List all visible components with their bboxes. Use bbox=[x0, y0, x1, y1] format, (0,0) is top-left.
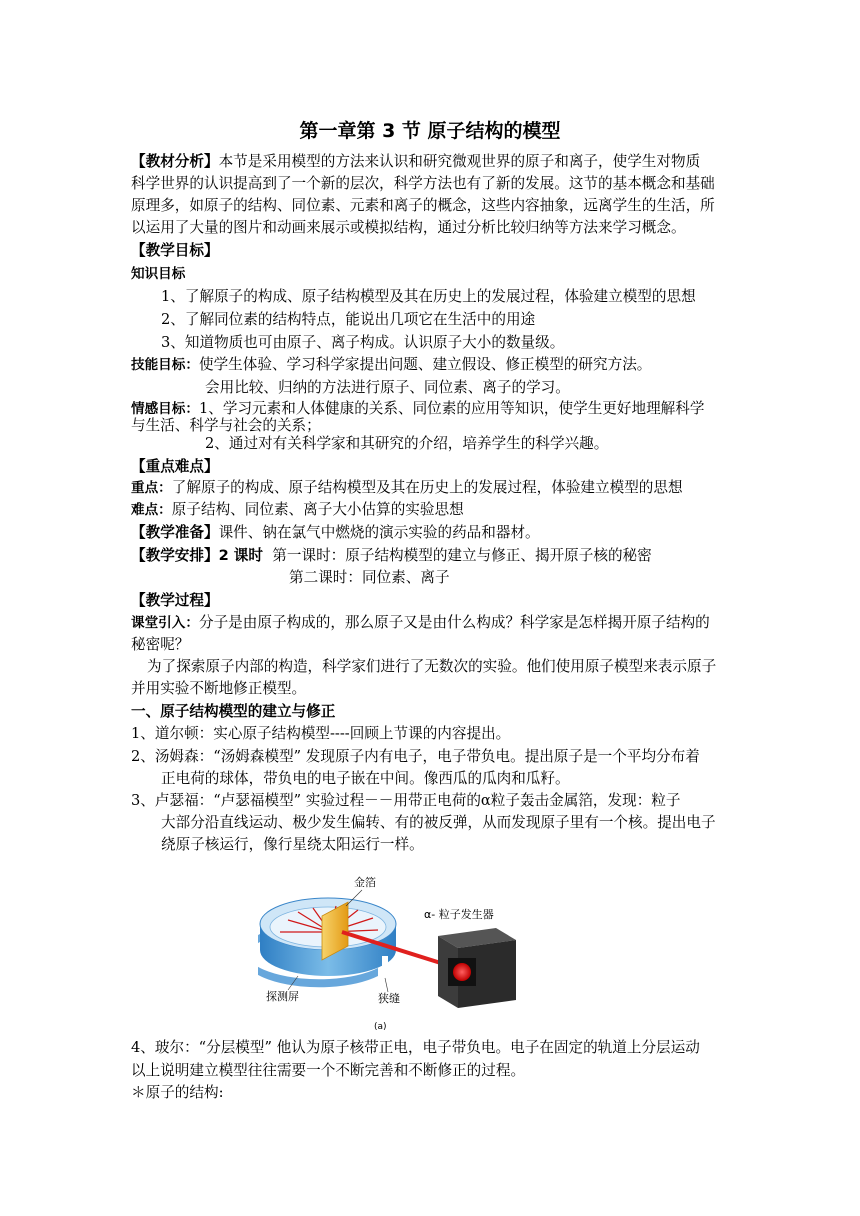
intro-text: 分子是由原子构成的，那么原子又是由什么构成？科学家是怎样揭开原子结构的 bbox=[198, 614, 710, 631]
preparation-label: 【教学准备】 bbox=[131, 524, 219, 541]
analysis-line-1 bbox=[131, 151, 700, 173]
conclusion: 以上说明建立模型往往需要一个不断完善和不断修正的过程。 bbox=[131, 1062, 526, 1079]
preparation-line bbox=[131, 522, 540, 544]
item-4: 4、玻尔：“分层模型” 他认为原子核带正电，电子带负电。电子在固定的轨道上分层运动 bbox=[131, 1039, 700, 1056]
focus-text: 了解原子的构成、原子结构模型及其在历史上的发展过程，体验建立模型的思想 bbox=[171, 479, 683, 496]
emotion-line-3: 2、通过对有关科学家和其研究的介绍，培养学生的科学兴趣。 bbox=[205, 435, 609, 452]
page-title: 第一章第 3 节 原子结构的模型 bbox=[299, 120, 561, 142]
schedule-line-1 bbox=[131, 545, 652, 567]
difficulty-label: 难点： bbox=[131, 502, 172, 518]
knowledge-label: 知识目标 bbox=[131, 266, 186, 282]
preparation-text: 课件、钠在氯气中燃烧的演示实验的药品和器材。 bbox=[218, 524, 540, 541]
para-line-1: 为了探索原子内部的构造，科学家们进行了无数次的实验。他们使用原子模型来表示原子 bbox=[147, 658, 717, 675]
skill-text: 使学生体验、学习科学家提出问题、建立假设、修正模型的研究方法。 bbox=[198, 356, 652, 373]
objectives-heading: 【教学目标】 bbox=[131, 242, 219, 259]
alpha-source-box bbox=[438, 928, 516, 1008]
figure-caption: (a) bbox=[374, 1022, 387, 1032]
structure-heading: ＊原子的结构: bbox=[131, 1084, 224, 1101]
rutherford-experiment-figure bbox=[258, 872, 618, 1034]
analysis-label: 【教材分析】 bbox=[131, 153, 219, 170]
analysis-line-4: 以运用了大量的图片和动画来展示或模拟结构，通过分析比较归纳等方法来学习概念。 bbox=[131, 219, 686, 236]
item-3-line-2: 大部分沿直线运动、极少发生偏转、有的被反弹，从而发现原子里有一个核。提出电子 bbox=[161, 814, 716, 831]
intro-line-1 bbox=[131, 612, 710, 634]
difficulty-line bbox=[131, 499, 464, 521]
focus-line bbox=[131, 477, 683, 499]
slit-gap bbox=[382, 956, 388, 978]
label-slit: 狭缝 bbox=[378, 992, 400, 1005]
analysis-line-2: 科学世界的认识提高到了一个新的层次，科学方法也有了新的发展。这节的基本概念和基础 bbox=[131, 175, 715, 192]
section-1-heading: 一、原子结构模型的建立与修正 bbox=[131, 703, 336, 720]
label-screen: 探测屏 bbox=[266, 990, 299, 1003]
process-heading: 【教学过程】 bbox=[131, 592, 219, 609]
item-1: 1、道尔顿：实心原子结构模型----回顾上节课的内容提出。 bbox=[131, 725, 511, 742]
focus-label: 重点： bbox=[131, 480, 172, 496]
emotion-label: 情感目标： bbox=[131, 401, 199, 417]
item-3-line-3: 绕原子核运行，像行星绕太阳运行一样。 bbox=[161, 836, 424, 853]
difficulty-text: 原子结构、同位素、离子大小估算的实验思想 bbox=[171, 501, 464, 518]
item-3-line-1: 3、卢瑟福：“卢瑟福模型” 实验过程－－用带正电荷的α粒子轰击金属箔，发现：粒子 bbox=[131, 792, 681, 809]
label-foil: 金箔 bbox=[354, 876, 376, 889]
emotion-line-2: 与生活、科学与社会的关系； bbox=[131, 417, 321, 434]
schedule-line-2: 第二课时：同位素、离子 bbox=[289, 569, 450, 586]
skill-label: 技能目标： bbox=[131, 357, 199, 373]
emotion-text: 1、学习元素和人体健康的关系、同位素的应用等知识，使学生更好地理解科学 bbox=[198, 400, 705, 417]
keypoints-heading: 【重点难点】 bbox=[131, 458, 219, 475]
label-source: α- 粒子发生器 bbox=[424, 908, 494, 921]
para-line-2: 并用实验不断地修正模型。 bbox=[131, 680, 307, 697]
intro-line-2: 秘密呢？ bbox=[131, 636, 190, 653]
knowledge-item-1: 1、了解原子的构成、原子结构模型及其在历史上的发展过程，体验建立模型的思想 bbox=[161, 288, 696, 305]
knowledge-item-3: 3、知道物质也可由原子、离子构成。认识原子大小的数量级。 bbox=[161, 334, 565, 351]
item-2-line-1: 2、汤姆森：“汤姆森模型” 发现原子内有电子，电子带负电。提出原子是一个平均分布着 bbox=[131, 748, 700, 765]
intro-label: 课堂引入： bbox=[131, 615, 199, 631]
skill-line-1 bbox=[131, 354, 651, 376]
item-2-line-2: 正电荷的球体，带负电的电子嵌在中间。像西瓜的瓜肉和瓜籽。 bbox=[161, 770, 570, 787]
knowledge-item-2: 2、了解同位素的结构特点，能说出几项它在生活中的用途 bbox=[161, 311, 536, 328]
schedule-first: 第一课时：原子结构模型的建立与修正、揭开原子核的秘密 bbox=[272, 547, 652, 564]
analysis-line-3: 原理多，如原子的结构、同位素、元素和离子的概念，这些内容抽象，远离学生的生活，所 bbox=[131, 197, 715, 214]
analysis-text: 本节是采用模型的方法来认识和研究微观世界的原子和离子，使学生对物质 bbox=[218, 153, 701, 170]
schedule-label: 【教学安排】2 课时 bbox=[131, 547, 263, 564]
skill-line-2: 会用比较、归纳的方法进行原子、同位素、离子的学习。 bbox=[205, 379, 570, 396]
